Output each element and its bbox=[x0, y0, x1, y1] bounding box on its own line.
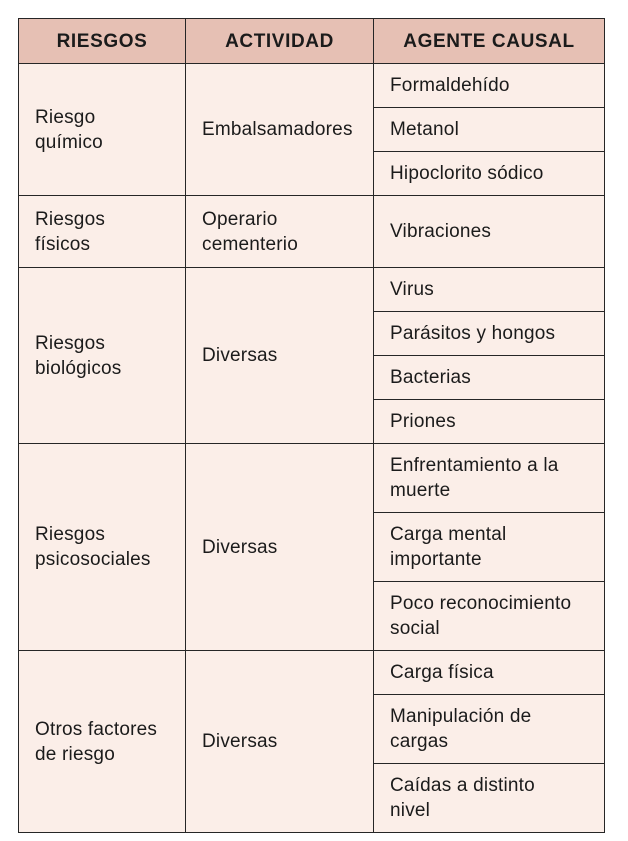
table-row bbox=[19, 64, 605, 108]
agente-cell: Priones bbox=[374, 400, 605, 444]
agente-cell: Vibraciones bbox=[374, 196, 605, 268]
riesgo-cell: Otros factores de riesgo bbox=[19, 651, 186, 833]
agente-cell: Metanol bbox=[374, 108, 605, 152]
agente-cell: Hipoclorito sódico bbox=[374, 152, 605, 196]
agente-cell: Carga física bbox=[374, 651, 605, 695]
agente-cell: Caídas a distinto nivel bbox=[374, 764, 605, 833]
actividad-cell: Diversas bbox=[186, 444, 374, 651]
actividad-cell: Diversas bbox=[186, 268, 374, 444]
table-row bbox=[19, 268, 605, 312]
riesgo-cell: Riesgos psicosociales bbox=[19, 444, 186, 651]
table-row bbox=[19, 651, 605, 695]
riesgo-cell: Riesgos biológicos bbox=[19, 268, 186, 444]
riesgo-cell: Riesgos físicos bbox=[19, 196, 186, 268]
agente-cell: Carga mental importante bbox=[374, 513, 605, 582]
riesgo-cell: Riesgo químico bbox=[19, 64, 186, 196]
agente-cell: Manipulación de cargas bbox=[374, 695, 605, 764]
agente-cell: Poco reconocimiento social bbox=[374, 582, 605, 651]
risk-table bbox=[18, 18, 605, 833]
agente-cell: Virus bbox=[374, 268, 605, 312]
table-row bbox=[19, 444, 605, 513]
actividad-cell: Embalsamadores bbox=[186, 64, 374, 196]
actividad-cell: Diversas bbox=[186, 651, 374, 833]
header-actividad: ACTIVIDAD bbox=[186, 19, 374, 64]
agente-cell: Formaldehído bbox=[374, 64, 605, 108]
agente-cell: Parásitos y hongos bbox=[374, 312, 605, 356]
table-row bbox=[19, 196, 605, 268]
actividad-cell: Operario cementerio bbox=[186, 196, 374, 268]
header-row bbox=[19, 19, 605, 64]
agente-cell: Enfrentamiento a la muerte bbox=[374, 444, 605, 513]
agente-cell: Bacterias bbox=[374, 356, 605, 400]
header-agente-causal: AGENTE CAUSAL bbox=[374, 19, 605, 64]
header-riesgos: RIESGOS bbox=[19, 19, 186, 64]
